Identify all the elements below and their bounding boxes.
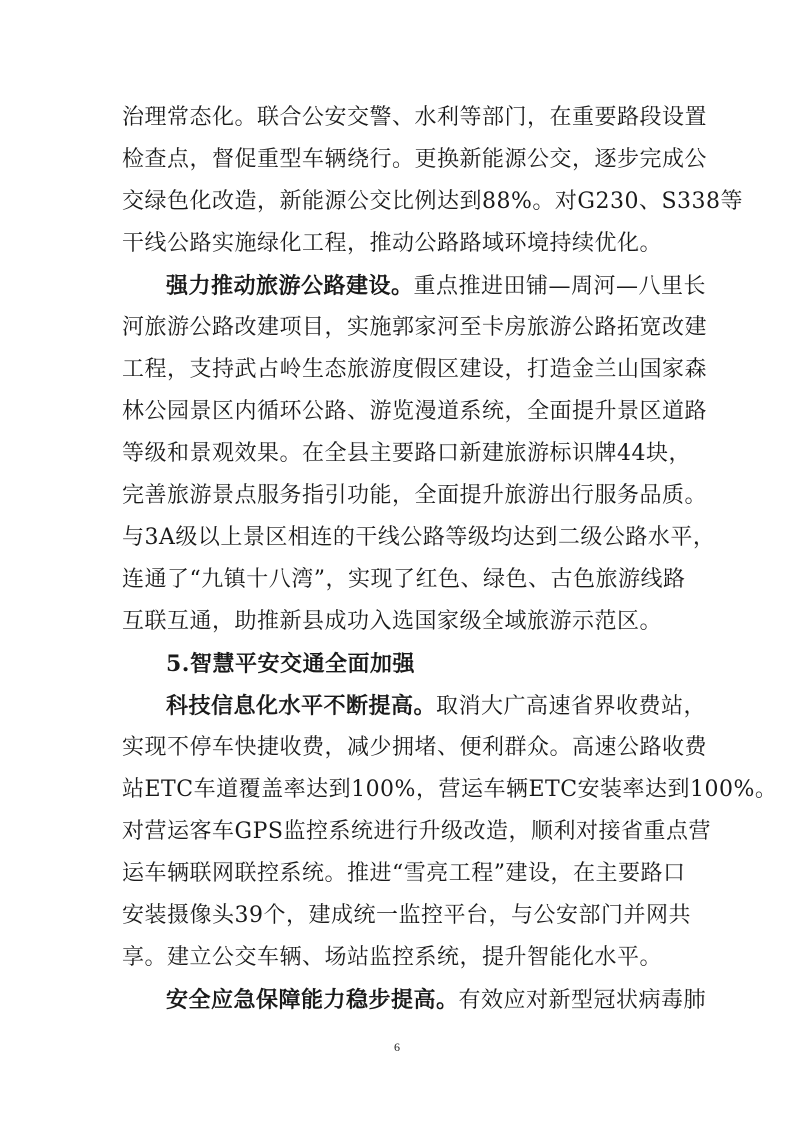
page-number: 6 [394,1040,400,1054]
paragraph-line: 实现不停车快捷收费，减少拥堵、便利群众。高速公路收费 [122,735,708,760]
paragraph-line: 互联互通，助推新县成功入选国家级全域旅游示范区。 [122,609,663,634]
paragraph-line: 等级和景观效果。在全县主要路口新建旅游标识牌44块， [122,441,691,466]
paragraph-line: 河旅游公路改建项目，实施郭家河至卡房旅游公路拓宽改建 [122,315,708,340]
paragraph-heading: 强力推动旅游公路建设。 [166,273,414,299]
paragraph-heading: 科技信息化水平不断提高。 [166,693,437,719]
section-heading: 5.智慧平安交通全面加强 [166,651,415,677]
paragraph-line: 站ETC车道覆盖率达到100%，营运车辆ETC安装率达到100%。 [122,777,778,802]
paragraph-line: 与3A级以上景区相连的干线公路等级均达到二级公路水平， [122,525,716,550]
paragraph-line: 安全应急保障能力稳步提高。有效应对新型冠状病毒肺 [166,987,707,1013]
paragraph-line: 治理常态化。联合公安交警、水利等部门，在重要路段设置 [122,105,708,130]
paragraph-line: 运车辆联网联控系统。推进“雪亮工程”建设，在主要路口 [122,861,686,886]
paragraph-line: 工程，支持武占岭生态旅游度假区建设，打造金兰山国家森 [122,357,708,382]
paragraph-line: 享。建立公交车辆、场站监控系统，提升智能化水平。 [122,945,663,970]
paragraph-line: 连通了“九镇十八湾”，实现了红色、绿色、古色旅游线路 [122,567,686,592]
paragraph-line: 安装摄像头39个，建成统一监控平台，与公安部门并网共 [122,903,691,928]
paragraph-line: 对营运客车GPS监控系统进行升级改造，顺利对接省重点营 [122,819,711,844]
paragraph-line: 干线公路实施绿化工程，推动公路路域环境持续优化。 [122,231,663,256]
paragraph-line: 完善旅游景点服务指引功能，全面提升旅游出行服务品质。 [122,483,708,508]
paragraph-line: 强力推动旅游公路建设。重点推进田铺—周河—八里长 [166,273,707,299]
paragraph-heading: 安全应急保障能力稳步提高。 [166,987,459,1013]
paragraph-line: 交绿色化改造，新能源公交比例达到88%。对G230、S338等 [122,189,744,214]
paragraph-line: 检查点，督促重型车辆绕行。更换新能源公交，逐步完成公 [122,147,708,172]
paragraph-line: 林公园景区内循环公路、游览漫道系统，全面提升景区道路 [122,399,708,424]
paragraph-line: 科技信息化水平不断提高。取消大广高速省界收费站， [166,693,707,719]
